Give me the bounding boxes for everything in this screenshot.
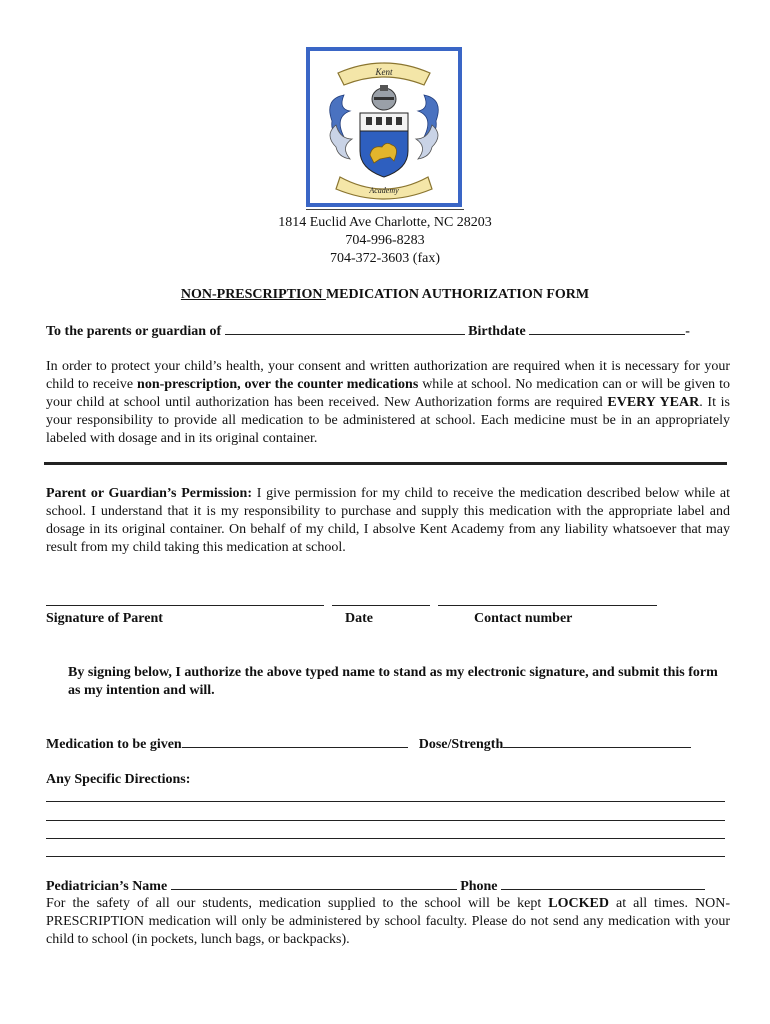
- medication-field[interactable]: [182, 735, 408, 748]
- school-logo: [306, 47, 462, 207]
- kent-academy-crest-icon: [310, 51, 458, 203]
- directions-line-1[interactable]: [46, 801, 725, 802]
- esignature-statement: By signing below, I authorize the above typed name to stand as my electronic signature, and submit this form as my intention and will.: [68, 665, 718, 698]
- safety-bold: LOCKED: [548, 896, 609, 911]
- directions-line-4[interactable]: [46, 856, 725, 857]
- contact-number-field[interactable]: [438, 605, 657, 606]
- birthdate-label: Birthdate: [468, 324, 526, 339]
- section-divider: [44, 462, 727, 465]
- permission-label: Parent or Guardian’s Permission:: [46, 486, 252, 501]
- pediatrician-phone-label: Phone: [460, 879, 498, 894]
- intro-text-3: . It is your responsibility to provide all medication to be administered at school. Each medicine must be in an appropriately labeled with dosage and in its original container.: [46, 395, 730, 446]
- directions-line-2[interactable]: [46, 820, 725, 821]
- to-parents-label: To the parents or guardian of: [46, 324, 222, 339]
- parent-signature-label: Signature of Parent: [46, 611, 163, 626]
- pediatrician-name-label: Pediatrician’s Name: [46, 879, 168, 894]
- directions-label: Any Specific Directions:: [46, 772, 191, 787]
- form-title: [0, 286, 770, 304]
- birthdate-trailing: -: [685, 324, 690, 339]
- parent-signature-field[interactable]: [46, 605, 324, 606]
- intro-bold-1: non-prescription, over the counter medications: [137, 377, 419, 392]
- directions-line-3[interactable]: [46, 838, 725, 839]
- form-title-rest: MEDICATION AUTHORIZATION FORM: [325, 287, 590, 302]
- pediatrician-phone-field[interactable]: [501, 877, 705, 890]
- contact-number-label: Contact number: [474, 611, 573, 626]
- logo-divider: [306, 209, 464, 210]
- intro-bold-2: EVERY YEAR: [607, 395, 700, 410]
- medication-line: [46, 735, 736, 754]
- child-name-field[interactable]: [225, 322, 465, 335]
- school-address: 1814 Euclid Ave Charlotte, NC 28203: [278, 215, 492, 230]
- pediatrician-name-field[interactable]: [171, 877, 457, 890]
- date-label: Date: [345, 611, 373, 626]
- medication-label: Medication to be given: [46, 737, 182, 752]
- safety-text-1: For the safety of all our students, medication supplied to the school will be kept: [46, 896, 549, 911]
- intro-text-2: while at school. No medication can or will be given to your child at school until authorization has been received. New Authorization forms are required: [46, 377, 730, 410]
- signature-date-field[interactable]: [332, 605, 430, 606]
- dose-strength-field[interactable]: [503, 735, 691, 748]
- safety-text-2: at all times. NON-PRESCRIPTION medication will only be administered by school faculty. Please do not send any medication with your child to school (in pockets, lunch bags, or backpacks).: [46, 896, 730, 947]
- pediatrician-line: [46, 877, 736, 896]
- svg-text:Kent: Kent: [375, 67, 393, 77]
- school-phone: 704-996-8283: [345, 233, 425, 248]
- birthdate-field[interactable]: [529, 322, 685, 335]
- safety-paragraph: [46, 895, 730, 949]
- permission-paragraph: [46, 485, 730, 557]
- svg-text:Academy: Academy: [369, 186, 399, 195]
- child-info-line: [46, 322, 736, 341]
- school-fax: 704-372-3603 (fax): [329, 251, 441, 266]
- intro-text-1: In order to protect your child’s health, your consent and written authorization are required when it is necessary for your child to receive: [46, 359, 730, 392]
- dose-strength-label: Dose/Strength: [418, 737, 504, 752]
- permission-text: I give permission for my child to receive the medication described below while at school. I understand that it is my responsibility to purchase and supply this medication with the appropriate label and dosage in its original container. On behalf of my child, I absolve Kent Academy from any liability whatsoever that may result from my child taking this medication at school.: [46, 486, 731, 555]
- form-title-underlined: NON-PRESCRIPTION: [180, 287, 326, 302]
- intro-paragraph: [46, 358, 730, 448]
